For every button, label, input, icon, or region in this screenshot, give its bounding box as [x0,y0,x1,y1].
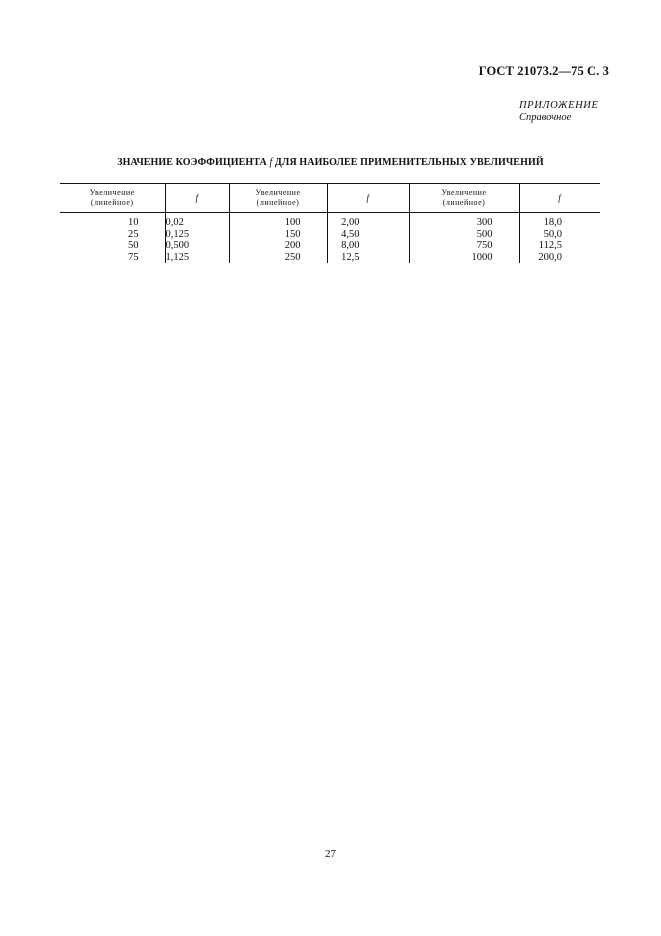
appendix-note: Справочное [519,112,572,123]
page-number: 27 [325,848,336,860]
table-row [60,213,600,229]
cell-f: 18,0 [519,213,600,229]
table-title-after: ДЛЯ НАИБОЛЕЕ ПРИМЕНИТЕЛЬНЫХ УВЕЛИЧЕНИЙ [272,157,544,168]
cell-magnification: 25 [128,228,139,240]
cell-magnification: 100 [229,213,327,229]
document-reference: ГОСТ 21073.2—75 С. 3 [478,64,609,78]
header-f-1: f [165,184,229,213]
cell-magnification: 500 [409,229,519,241]
header-f-3: f [519,184,600,213]
header-magnification-3: Увеличение (линейное) [409,184,519,213]
table-title-symbol: f [269,157,273,168]
header-magnification-2: Увеличение (линейное) [229,184,327,213]
cell-magnification: 75 [128,251,139,263]
cell-f: 0,500 [165,240,229,252]
cell-f: 12,5 [327,252,409,264]
cell-f: 112,5 [519,240,600,252]
cell-magnification: 250 [229,252,327,264]
header-magnification-1: Увеличение (линейное) [60,184,165,213]
cell-magnification: 300 [409,213,519,229]
cell-f: 1,125 [165,252,229,264]
cell-f: 0,125 [165,229,229,241]
cell-f: 0,02 [165,213,229,229]
table-row [60,229,600,241]
cell-magnification: 10 [128,217,139,228]
cell-f: 4,50 [327,229,409,241]
appendix-label: ПРИЛОЖЕНИЕ [519,100,599,111]
table-row [60,240,600,252]
table-header-row [60,184,600,213]
cell-magnification: 200 [229,240,327,252]
table-title-before: ЗНАЧЕНИЕ КОЭФФИЦИЕНТА [117,157,270,168]
cell-magnification: 750 [409,240,519,252]
cell-magnification: 50 [128,240,139,251]
cell-f: 2,00 [327,213,409,229]
table-row [60,252,600,264]
cell-magnification: 150 [229,229,327,241]
header-f-2: f [327,184,409,213]
cell-f: 8,00 [327,240,409,252]
cell-magnification: 1000 [409,252,519,264]
coefficient-table [60,183,600,263]
cell-f: 50,0 [519,229,600,241]
table-title [60,157,601,168]
cell-f: 200,0 [519,252,600,264]
